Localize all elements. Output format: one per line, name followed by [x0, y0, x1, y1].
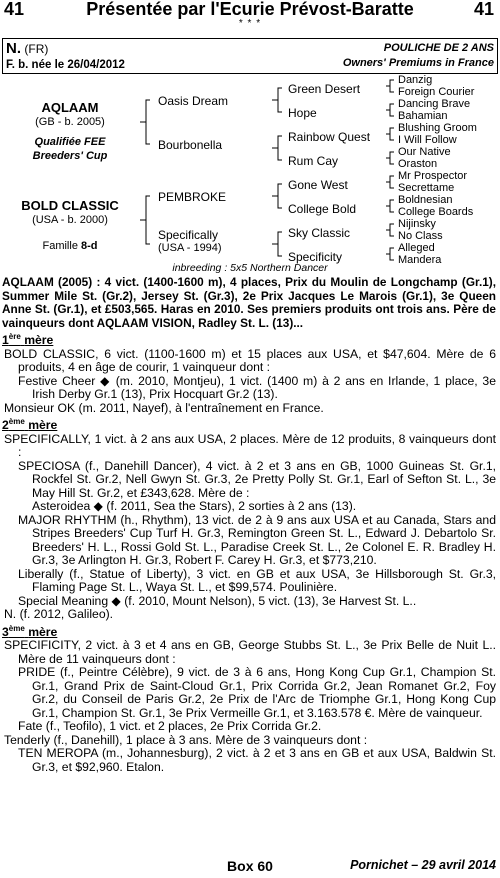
- gen4-4: Bahamian: [398, 110, 448, 122]
- lot-number-left: 41: [4, 0, 25, 19]
- gen4-8: Oraston: [398, 158, 438, 170]
- family-label: Famille: [42, 240, 78, 252]
- gen3-6: College Bold: [288, 202, 357, 216]
- lot-number-right: 41: [473, 0, 494, 19]
- dam-family: [0, 240, 140, 252]
- gen4-9: Mr Prospector: [398, 170, 468, 182]
- gen4-6: I Will Follow: [398, 134, 457, 146]
- section-second-dam: [2, 415, 496, 433]
- n-2012-entry: N. (f. 2012, Galileo).: [4, 607, 114, 622]
- asteroidea-entry: Asteroidea ◆ (f. 2011, Sea the Stars), 2 sorties à 2 ans (13).: [32, 499, 357, 514]
- gen4-3: Dancing Brave: [398, 98, 471, 110]
- special-meaning-entry: Special Meaning ◆ (f. 2010, Mount Nelson), 5 vict. (13), 3e Harvest St. L..: [18, 593, 417, 608]
- gen4-14: No Class: [398, 230, 443, 242]
- gen3-3: Rainbow Quest: [288, 130, 371, 144]
- gen4-11: Boldnesian: [398, 194, 453, 206]
- gen2-dam-dam-detail: (USA - 1994): [158, 242, 222, 254]
- sire-detail: (GB - b. 2005): [35, 116, 105, 128]
- section-third-dam: [2, 622, 496, 640]
- horse-sex-age: POULICHE DE 2 ANS: [383, 42, 494, 54]
- horse-name: N.: [6, 40, 21, 57]
- dam-paragraph: BOLD CLASSIC, 6 vict. (1100-1600 m) et 15 places aux USA, et $47,604. Mère de 6 produits, 4 en âge de courir, 1 vainqueur dont :: [4, 346, 496, 375]
- catalogue-text: [2, 276, 496, 774]
- major-rhythm-entry: MAJOR RHYTHM (h., Rhythm), 13 vict. de 2 à 9 ans aux USA et au Canada, Stars and Stripes Breeders' Cup Turf H. Gr.3, Remington Green St. L., Edward J. Debartolo Sr. Breeders' H. L., Rossi Gold St. L., Paradise Creek St. L., 2e Colonel E. R. Bradley H. Gr.3, 3e Arlington H. Gr.3, Robert F. Carey H. Gr.3, et $773,210.: [18, 512, 496, 568]
- sire-name: AQLAAM: [41, 100, 99, 115]
- gen3-5: Gone West: [288, 178, 348, 192]
- tenderly-entry: Tenderly (f., Danehill), 1 place à 3 ans. Mère de 3 vainqueurs dont :: [4, 732, 368, 747]
- section-first-dam: [2, 330, 496, 348]
- sec3-sup: ème: [8, 623, 25, 633]
- inbreeding-note: inbreeding : 5x5 Northern Dancer: [172, 262, 328, 274]
- box-number: Box 60: [227, 858, 273, 874]
- sire-note-1: Qualifiée FEE: [34, 136, 106, 148]
- gen4-10: Secrettame: [398, 182, 455, 194]
- gen2-sire-dam: Bourbonella: [158, 138, 223, 152]
- pedigree-table: [0, 74, 500, 274]
- gen4-16: Mandera: [398, 254, 442, 266]
- sire-note-2: Breeders' Cup: [32, 150, 108, 162]
- dam-detail: (USA - b. 2000): [32, 214, 108, 226]
- gen3-4: Rum Cay: [288, 154, 339, 168]
- speciosa-entry: SPECIOSA (f., Danehill Dancer), 4 vict. à 2 et 3 ans en GB, 1000 Guineas St. Gr.1, Rockfel St. Gr.2, Nell Gwyn St. Gr.3, 2e Pretty Polly St. Gr.1, Earl of Sefton St. L., 3e May Hill St. Gr.2, et £343,628. Mère de :: [18, 458, 496, 500]
- gen3-8: Specificity: [288, 250, 343, 264]
- fate-entry: Fate (f., Teofilo), 1 vict. et 2 places, 2e Prix Corrida Gr.2.: [18, 719, 322, 734]
- monsieur-ok-entry: Monsieur OK (m. 2011, Nayef), à l'entraînement en France.: [4, 400, 324, 415]
- sec3-num: 3: [2, 624, 9, 639]
- page-footer: [0, 858, 500, 878]
- gen3-1: Green Desert: [288, 82, 361, 96]
- sec2-num: 2: [2, 418, 9, 433]
- horse-birth: F. b. née le 26/04/2012: [6, 59, 125, 71]
- sec2-label: mère: [28, 418, 58, 433]
- horse-origin: (FR): [24, 42, 49, 56]
- pride-entry: PRIDE (f., Peintre Célèbre), 9 vict. de 3 à 6 ans, Hong Kong Cup Gr.1, Champion St. Gr.1, Grand Prix de Saint-Cloud Gr.1, Prix Corrida Gr.2, Jean Romanet Gr.2, Foy Gr.2, du Conseil de Paris Gr.2, 2e Prix de l'Arc de Triomphe Gr.1, Hong Kong Cup Gr.1, Champion St. Gr.1, 3e Prix Vermeille Gr.1, et 3.163.578 €. Mère de vainqueur.: [18, 665, 496, 720]
- gen4-13: Nijinsky: [398, 218, 436, 230]
- dam-name: BOLD CLASSIC: [21, 198, 119, 213]
- gen4-12: College Boards: [398, 206, 474, 218]
- liberally-entry: Liberally (f., Statue of Liberty), 3 vict. en GB et aux USA, 3e Hillsborough St. Gr.3, Flaming Page St. L., Waya St. L., et $99,574. Poulinière.: [18, 566, 496, 595]
- sec3-label: mère: [28, 624, 58, 639]
- festive-cheer-entry: Festive Cheer ◆ (m. 2010, Montjeu), 1 vict. (1400 m) à 2 ans en Irlande, 1 place, 3e Irish Derby Gr.1 (13), Prix Hocquart Gr.2 (13).: [18, 373, 496, 402]
- gen2-dam-dam: Specifically: [158, 228, 219, 242]
- specificity-paragraph: SPECIFICITY, 2 vict. à 3 et 4 ans en GB, George Stubbs St. L., 3e Prix Belle de Nuit L.. Mère de 11 vainqueurs dont :: [4, 638, 496, 666]
- sec1-num: 1: [2, 333, 9, 348]
- specifically-paragraph: SPECIFICALLY, 1 vict. à 2 ans aux USA, 2 places. Mère de 12 produits, 8 vainqueurs dont :: [4, 431, 496, 460]
- sec1-sup: ère: [8, 332, 21, 341]
- ten-meropa-entry: TEN MEROPA (m., Johannesburg), 2 vict. à 2 et 3 ans en GB et aux USA, Baldwin St. Gr.3, et $92,960. Etalon.: [18, 746, 496, 774]
- sire-paragraph: AQLAAM (2005) : 4 vict. (1400-1600 m), 4 places, Prix du Moulin de Longchamp (Gr.1), Summer Mile St. (Gr.2), Jersey St. (Gr.3), 2e Prix Jacques Le Marois (Gr.1), 3e Queen Anne St. (Gr.1), et £503,565. Haras en 2010. Ses premiers produits ont trois ans. Père de vainqueurs dont AQLAAM VISION, Radley St. L. (13)...: [2, 275, 496, 330]
- gen3-7: Sky Classic: [288, 226, 351, 240]
- sec2-sup: ème: [8, 417, 25, 427]
- gen2-sire-sire: Oasis Dream: [158, 94, 229, 108]
- gen2-dam-sire: PEMBROKE: [158, 190, 227, 204]
- family-value: 8-d: [81, 240, 98, 252]
- gen4-5: Blushing Groom: [398, 122, 477, 134]
- stars-divider: * * *: [238, 18, 262, 29]
- gen4-1: Danzig: [398, 74, 433, 86]
- sec1-label: mère: [24, 333, 54, 348]
- gen4-7: Our Native: [398, 146, 451, 158]
- owners-premium: Owners' Premiums in France: [342, 57, 494, 69]
- horse-id-box: [2, 38, 498, 74]
- sale-date: Pornichet – 29 avril 2014: [350, 858, 496, 872]
- gen4-15: Alleged: [398, 242, 435, 254]
- gen3-2: Hope: [288, 106, 317, 120]
- consignor-title: Présentée par l'Ecurie Prévost-Baratte: [86, 0, 414, 19]
- gen4-2: Foreign Courier: [398, 86, 475, 98]
